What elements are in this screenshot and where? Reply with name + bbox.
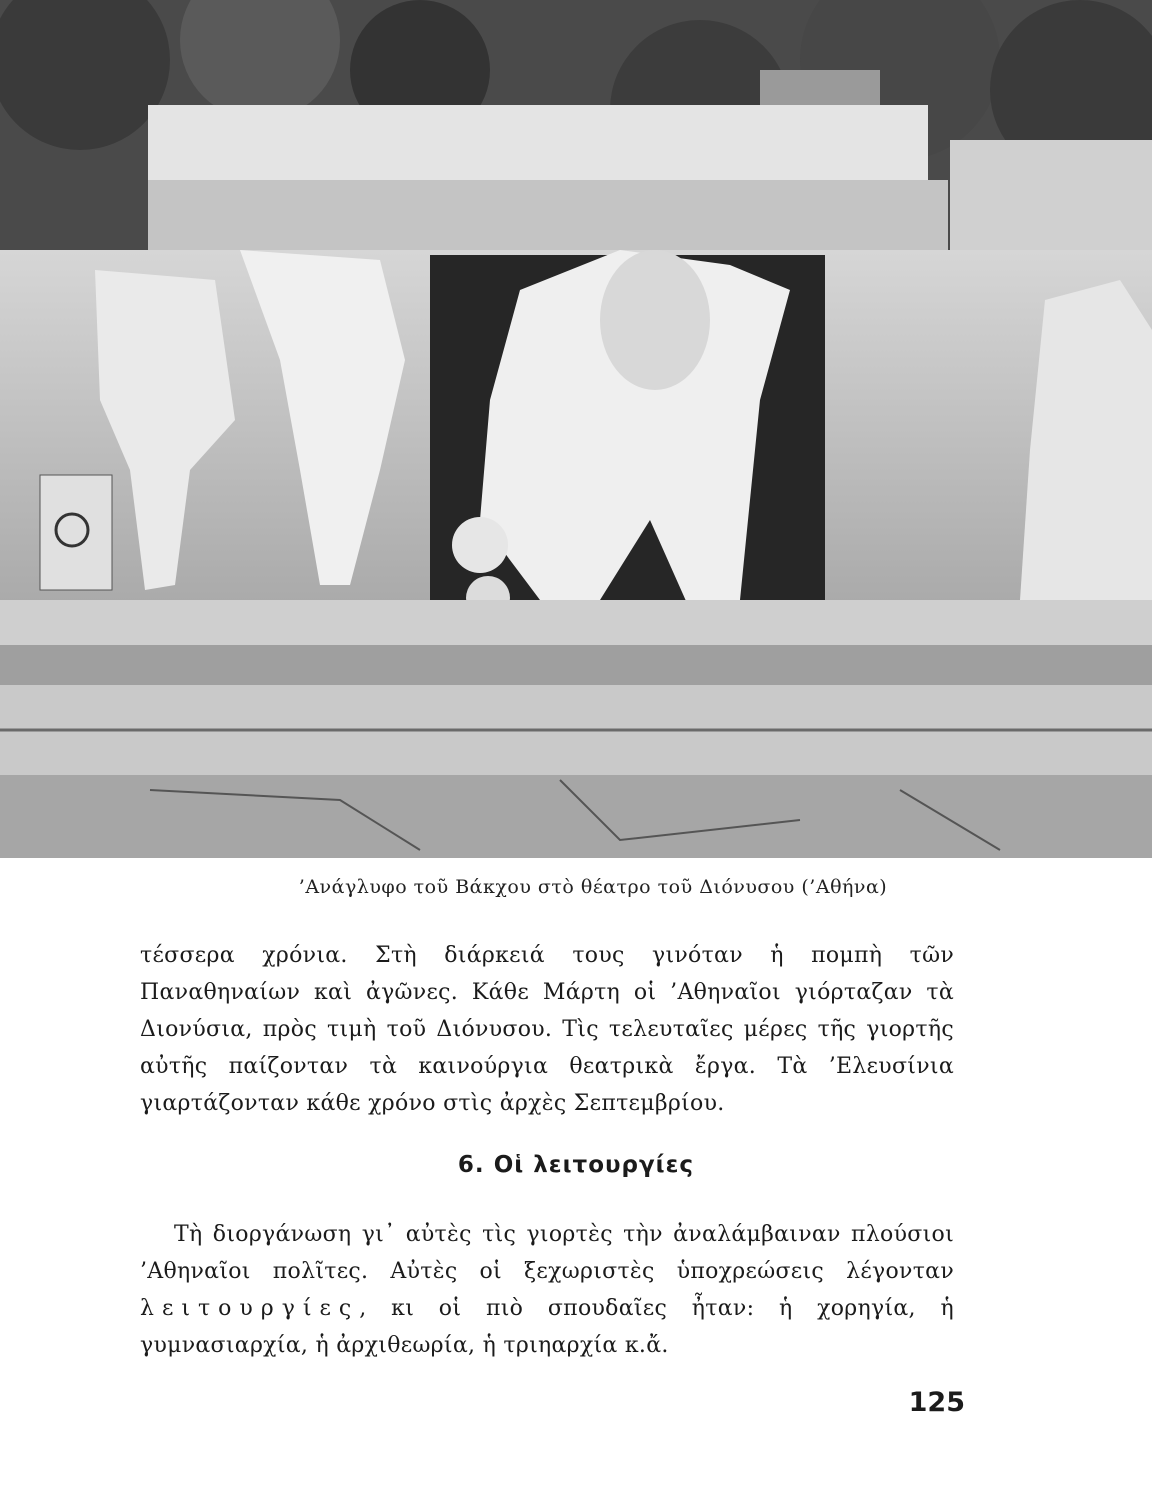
- paragraph-2-before: Τὴ διοργάνωση γι᾽ αὐτὲς τὶς γιορτὲς τὴν ἀναλάμβαιναν πλούσιοι ’Αθηναῖοι πολῖτες. Αὐτὲς οἱ ξεχωριστὲς ὑποχρεώσεις λέγονταν: [140, 1222, 954, 1284]
- figure-caption: ’Ανάγλυφο τοῦ Βάκχου στὸ θέατρο τοῦ Διόνυσου (’Αθήνα): [298, 876, 888, 898]
- paragraph-1: τέσσερα χρόνια. Στὴ διάρκειά τους γινόταν ἡ πομπὴ τῶν Παναθηναίων καὶ ἀγῶνες. Κάθε Μάρτη οἱ ’Αθηναῖοι γιόρταζαν τὰ Διονύσια, πρὸς τιμὴ τοῦ Διόνυσου. Τὶς τελευταῖες μέρες τῆς γιορτῆς αὐτῆς παίζονταν τὰ καινούργια θεατρικὰ ἔργα. Τὰ ’Ελευσίνια γιαρτάζονταν κάθε χρόνο στὶς ἀρχὲς Σεπτεμβρίου.: [140, 943, 954, 1116]
- section-heading: [0, 1152, 1152, 1178]
- section-number: 6.: [457, 1152, 485, 1178]
- spaced-term: λειτουργίες: [140, 1296, 360, 1321]
- paragraph-2: [140, 1216, 954, 1364]
- page-number: 125: [908, 1387, 965, 1418]
- paragraph-2-after: , κι οἱ πιὸ σπουδαῖες ἦταν: ἡ χορηγία, ἡ γυμνασιαρχία, ἡ ἀρχιθεωρία, ἡ τριηαρχία κ.ἄ.: [140, 1296, 954, 1358]
- section-title: Οἱ λειτουργίες: [493, 1152, 695, 1178]
